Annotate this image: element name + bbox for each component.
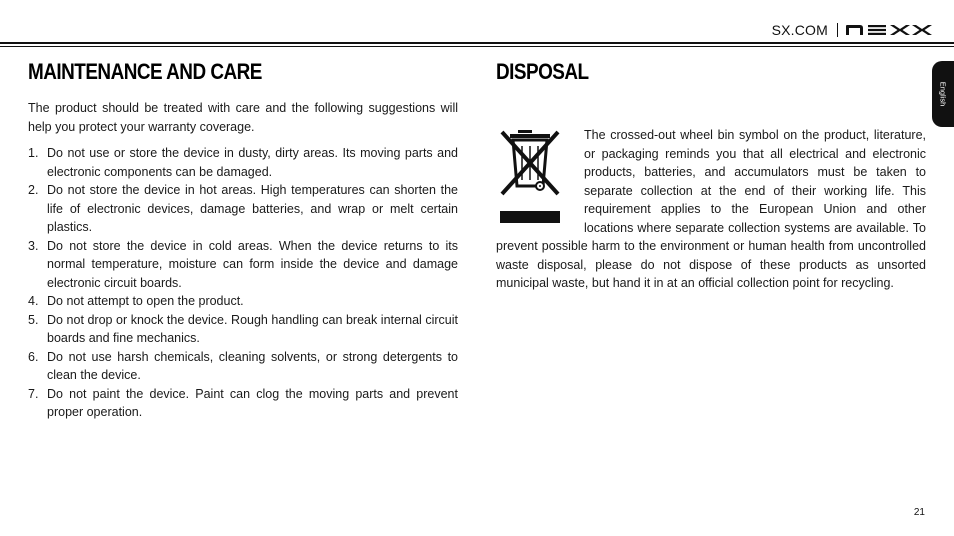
list-number: 2.	[28, 183, 39, 197]
language-tab	[932, 61, 954, 127]
list-number: 4.	[28, 294, 39, 308]
list-text: Do not paint the device. Paint can clog the moving parts and prevent proper operation.	[47, 386, 458, 419]
crossed-out-wheelie-bin-icon	[496, 126, 570, 231]
list-item	[28, 181, 458, 237]
list-item	[28, 144, 458, 181]
brand-separator	[837, 23, 838, 37]
list-item	[28, 385, 458, 422]
list-item	[28, 348, 458, 385]
list-item	[28, 311, 458, 348]
list-number: 3.	[28, 238, 39, 253]
list-number: 1.	[28, 146, 39, 160]
list-text: Do not store the device in hot areas. High temperatures can shorten the life of electronic devices, damage batteries, and wrap or melt certain plastics.	[47, 183, 458, 234]
header-rule-thin	[0, 46, 954, 47]
list-item	[28, 237, 458, 293]
site-url: SX.COM	[771, 22, 828, 38]
list-text: Do not attempt to open the product.	[47, 294, 244, 308]
header-rule	[0, 42, 954, 44]
list-text: Do not drop or knock the device. Rough handling can break internal circuit boards and fine mechanics.	[47, 312, 458, 345]
page-number: 21	[913, 507, 925, 518]
header-brand	[772, 21, 932, 39]
list-text: Do not store the device in cold areas. When the device returns to its normal temperature, moisture can form inside the device and damage electronic circuit boards.	[47, 238, 458, 290]
list-text: Do not use or store the device in dusty, dirty areas. Its moving parts and electronic components can be damaged.	[47, 146, 458, 179]
list-number: 7.	[28, 386, 39, 401]
list-number: 6.	[28, 349, 39, 364]
care-list	[28, 144, 458, 422]
list-text: Do not use harsh chemicals, cleaning solvents, or strong detergents to clean the device.	[47, 349, 458, 382]
list-number: 5.	[28, 312, 39, 327]
disposal-section	[496, 58, 926, 293]
disposal-title: DISPOSAL	[496, 59, 589, 84]
disposal-text: The crossed-out wheel bin symbol on the product, literature, or packaging reminds you that all electrical and electronic products, batteries, and accumulators must be taken to separate collection at the end of their working life. This requirement applies to the European Union and other locations where separate collection systems are available. To prevent possible harm to the environment or human health from uncontrolled waste disposal, please do not dispose of these products as unsorted municipal waste, but hand it in at an official collection point for recycling.	[496, 128, 926, 290]
maintenance-intro: The product should be treated with care and the following suggestions will help you protect your warranty coverage.	[28, 101, 458, 134]
maintenance-section	[28, 58, 458, 422]
list-item	[28, 292, 458, 311]
nexx-logo	[846, 24, 932, 36]
maintenance-title: MAINTENANCE AND CARE	[28, 59, 262, 84]
language-label: English	[938, 81, 948, 107]
